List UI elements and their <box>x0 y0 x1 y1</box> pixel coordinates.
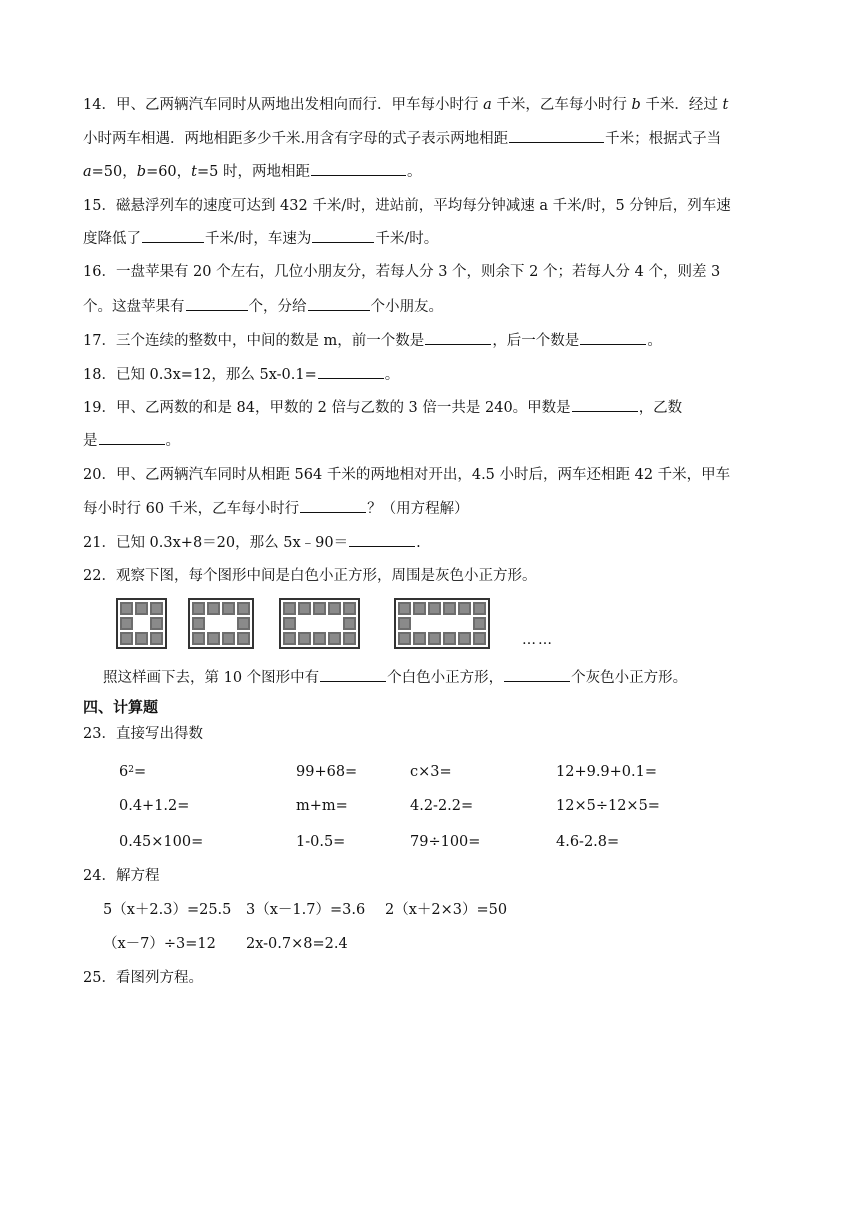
equation: 2（x＋2×3）=50 <box>385 902 508 918</box>
q20-line2 <box>83 498 469 519</box>
answer-blank[interactable] <box>186 296 248 311</box>
q25-title: 25．看图列方程。 <box>83 970 203 986</box>
answer-blank[interactable] <box>572 397 638 412</box>
calc-item: 12×5÷12×5= <box>556 798 660 814</box>
answer-blank[interactable] <box>318 364 384 379</box>
calc-item: $6^2=$ <box>119 764 147 780</box>
q19-text: 19．甲、乙两数的和是 84，甲数的 2 倍与乙数的 3 倍一共是 240。甲数是 <box>83 400 571 416</box>
q22-text: 个白色小正方形， <box>387 670 504 686</box>
q14-line2 <box>83 128 721 149</box>
q14-text: =60， <box>146 164 192 180</box>
var-t: t <box>722 97 729 113</box>
calc-item: 4.2-2.2= <box>410 798 474 814</box>
var-b: b <box>136 164 147 180</box>
q14-text: 千米．经过 <box>640 97 723 113</box>
pattern-figure-4 <box>394 598 490 649</box>
var-t: t <box>191 164 197 180</box>
calc-item: m+m= <box>296 798 348 814</box>
q19-line1 <box>83 397 682 418</box>
q14-text: 14．甲、乙两辆汽车同时从两地出发相向而行．甲车每小时行 <box>83 97 484 113</box>
q15-line1: 15．磁悬浮列车的速度可达到 432 千米/时，进站前，平均每分钟减速 a 千米/时，5 分钟后，列车速 <box>83 198 731 214</box>
q17-text: 17．三个连续的整数中，中间的数是 m，前一个数是 <box>83 333 425 349</box>
q16-text: 个小朋友。 <box>370 299 443 315</box>
q23-title: 23．直接写出得数 <box>83 726 203 742</box>
q16-line2 <box>83 296 443 317</box>
equation: 2x-0.7×8=2.4 <box>246 936 348 952</box>
calc-item: 79÷100= <box>410 834 481 850</box>
calc-item: 12+9.9+0.1= <box>556 764 658 780</box>
q19-text: ，乙数 <box>638 400 683 416</box>
calc-item: 1-0.5= <box>296 834 346 850</box>
answer-blank[interactable] <box>142 228 204 243</box>
q22-line1: 22．观察下图，每个图形中间是白色小正方形，周围是灰色小正方形。 <box>83 568 537 584</box>
q20-text: ？（用方程解） <box>367 501 469 517</box>
answer-blank[interactable] <box>580 330 646 345</box>
answer-blank[interactable] <box>312 228 374 243</box>
equation: 5（x＋2.3）=25.5 <box>103 902 232 918</box>
answer-blank[interactable] <box>504 667 570 682</box>
q19-line2 <box>83 430 180 451</box>
q18-line <box>83 364 399 385</box>
pattern-figure-3 <box>279 598 360 649</box>
calc-item: 0.4+1.2= <box>119 798 190 814</box>
q22-text: 个灰色小正方形。 <box>571 670 688 686</box>
answer-blank[interactable] <box>308 296 370 311</box>
q20-text: 每小时行 60 千米，乙车每小时行 <box>83 501 300 517</box>
answer-blank[interactable] <box>320 667 386 682</box>
q21-text: . <box>416 535 421 551</box>
var-b: b <box>631 97 641 113</box>
var-a: a <box>483 97 492 113</box>
q14-text: 千米，乙车每小时行 <box>491 97 632 113</box>
answer-blank[interactable] <box>300 498 366 513</box>
q15-text: 千米/时，车速为 <box>205 231 312 247</box>
q19-text: 是 <box>83 433 98 449</box>
q21-line <box>83 532 421 553</box>
pattern-figure-2 <box>188 598 254 649</box>
section-heading: 四、计算题 <box>83 698 159 716</box>
answer-blank[interactable] <box>311 161 406 176</box>
q17-text: ，后一个数是 <box>492 333 580 349</box>
continuation-dots: …… <box>522 632 554 648</box>
q17-text: 。 <box>647 333 662 349</box>
q16-text: 个。这盘苹果有 <box>83 299 185 315</box>
answer-blank[interactable] <box>349 532 415 547</box>
answer-blank[interactable] <box>99 430 165 445</box>
pattern-figure-1 <box>116 598 167 649</box>
calc-item: 4.6-2.8= <box>556 834 620 850</box>
var-a: a <box>83 164 92 180</box>
equation: （x－7）÷3=12 <box>103 936 216 952</box>
q14-line1 <box>83 95 728 115</box>
q22-line2 <box>103 667 687 688</box>
q14-text: =5 时，两地相距 <box>197 164 310 180</box>
equation: 3（x－1.7）=3.6 <box>246 902 366 918</box>
calc-item: 99+68= <box>296 764 358 780</box>
calc-item: 0.45×100= <box>119 834 204 850</box>
q14-text: 。 <box>406 164 422 180</box>
q21-text: 21．已知 0.3x+8＝20，那么 5x﹣90＝ <box>83 535 349 551</box>
q24-title: 24．解方程 <box>83 868 160 884</box>
q15-text: 千米/时。 <box>375 231 439 247</box>
q14-text: 千米；根据式子当 <box>605 131 722 147</box>
q15-line2 <box>83 228 438 249</box>
q22-text: 照这样画下去，第 10 个图形中有 <box>103 670 320 686</box>
q16-text: 个，分给 <box>248 299 307 315</box>
q20-line1: 20．甲、乙两辆汽车同时从相距 564 千米的两地相对开出，4.5 小时后，两车还相距 42 千米，甲车 <box>83 467 731 483</box>
q17-line <box>83 330 662 351</box>
q14-text: 小时两车相遇．两地相距多少千米.用含有字母的式子表示两地相距 <box>83 131 509 147</box>
q16-line1: 16．一盘苹果有 20 个左右，几位小朋友分，若每人分 3 个，则余下 2 个；若每人分 4 个，则差 3 <box>83 264 721 280</box>
q18-text: 。 <box>384 367 400 383</box>
q19-text: 。 <box>165 433 180 449</box>
q18-text: 18．已知 0.3x=12，那么 5x-0.1= <box>83 367 317 383</box>
calc-item: c×3= <box>410 764 452 780</box>
q15-text: 度降低了 <box>83 231 141 247</box>
answer-blank[interactable] <box>509 128 604 143</box>
answer-blank[interactable] <box>425 330 491 345</box>
q14-text: =50， <box>91 164 137 180</box>
q14-line3 <box>83 161 421 182</box>
